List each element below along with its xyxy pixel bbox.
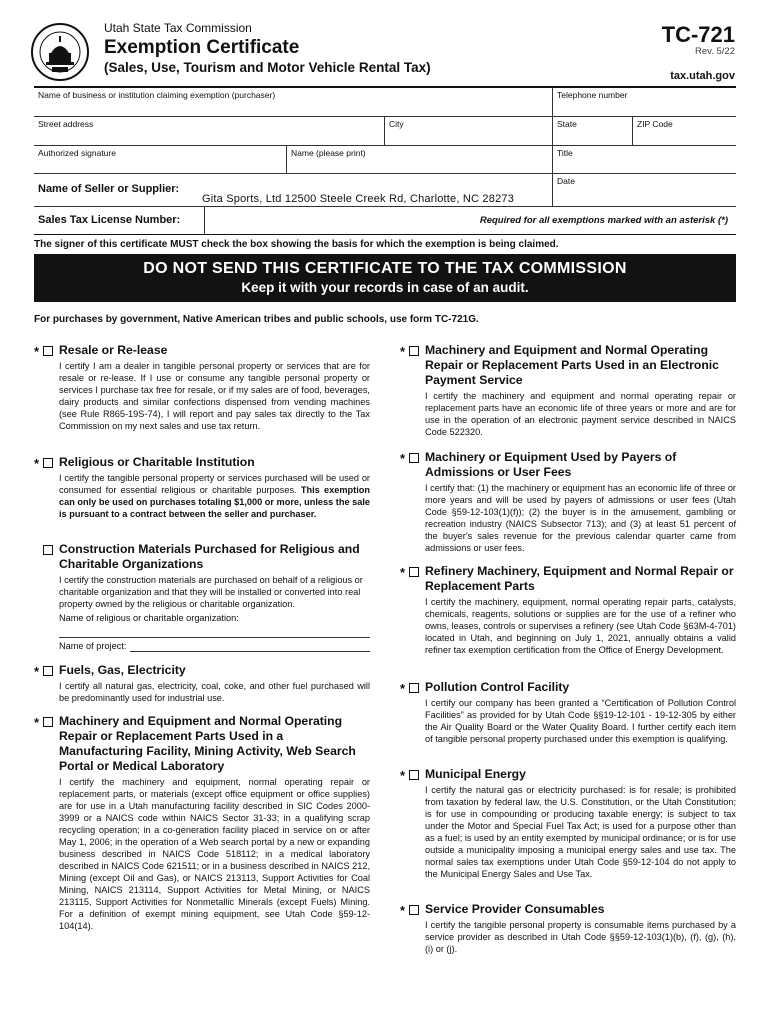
print-name-field[interactable] — [286, 146, 552, 173]
admissions-body: I certify that: (1) the machinery or equipment has an economic life of three or more years and will be used by payers of admissions or user fees (Utah Code §59-12-103(1)(f)); (2) the buyer is in the amusement, gambling or recreation industry (NAICS Subsector 713); and (3) at least 51 percent of the buyer's sales revenue for the previous calendar quarter came from admissions or user fees. — [425, 483, 736, 553]
refinery-title: Refinery Machinery, Equipment and Normal Repair or Replacement Parts — [425, 564, 734, 593]
pollution-body: I certify our company has been granted a “Certification of Pollution Control Facilities” as provided for by Utah Code §§19-12-101 - 19-12-305 by either the Air Quality Board or the Water Quality Board. I further certify each item of tangible personal property purchased under this exemption is qualifying. — [425, 698, 736, 744]
section-refinery: * Refinery Machinery, Equipment and Normal Repair or Replacement Parts I certify the machinery, equipment, normal operating repair parts, catalysts, chemicals, reagents, solutions or supplies are for the use of a refiner who owns, leases, controls or supervises a refinery (see Utah Code §63M-4-701) located in Utah, and beginning on July 1, 2021, annually obtains a valid refiner tax exemption certification from the Office of Energy Development. — [400, 564, 736, 655]
fuels-title: Fuels, Gas, Electricity — [59, 663, 186, 677]
pollution-checkbox[interactable] — [409, 683, 419, 693]
section-pollution: * Pollution Control Facility I certify our company has been granted a “Certification of Pollution Control Facilities” as provided for by Utah Code §§19-12-101 - 19-12-305 by either the Air Quality Board or the Water Quality Board. I further certify each item of tangible personal property purchased under this exemption is qualifying. — [400, 680, 736, 744]
date-label: Date — [557, 176, 575, 186]
title-field[interactable] — [552, 146, 736, 173]
religious-title: Religious or Charitable Institution — [59, 455, 255, 469]
refinery-body: I certify the machinery, equipment, normal operating repair parts, catalysts, chemicals, reagents, solutions or supplies are for the use of a refiner who owns, leases, controls or supervises a refinery (see Utah Code §63M-4-701) located in Utah, and beginning on July 1, 2021, annually obtains a valid refiner tax exemption certification from the Office of Energy Development. — [425, 597, 736, 655]
revision-date: Rev. 5/22 — [695, 46, 735, 57]
project-name-label: Name of project: — [59, 641, 127, 651]
section-municipal: * Municipal Energy I certify the natural gas or electricity purchased: is for resale; is prohibited from taxation by federal law, the U.S. Constitution, or the Utah Constitution; is for use in compounding or producing taxable energy; is subject to tax under the Motor and Special Fuel Tax Act; is used for a purpose other than as a fuel; is used by an entity exempted by municipal ordinance; or is for use outside a municipality imposing a municipal energy sales and use tax. The normal sales tax exemptions under Utah Code §59-12-104 do not apply to the Municipal Energy Sales and Use Tax. — [400, 767, 737, 879]
date-field[interactable] — [552, 174, 736, 206]
organization-name-label: Name of religious or charitable organization: — [59, 613, 239, 623]
signer-instruction: The signer of this certificate MUST check the box showing the basis for which the exemption is being claimed. — [34, 239, 559, 250]
manufacturing-checkbox[interactable] — [43, 717, 53, 727]
electronic-payment-checkbox[interactable] — [409, 346, 419, 356]
organization-name-input[interactable] — [59, 626, 370, 638]
section-resale: * Resale or Re-lease I certify I am a dealer in tangible personal property or services that are for resale or re-lease. If I use or consume any tangible personal property or services I purchase tax free for resale, or if my sales are of food, beverages, dairy products and similar confections dispensed from vending machines (see Rule R865-19S-74), I will report and pay sales tax directly to the Tax Commission on my next sales and use tax return. — [34, 343, 370, 431]
fuels-checkbox[interactable] — [43, 666, 53, 676]
section-electronic-payment: * Machinery and Equipment and Normal Operating Repair or Replacement Parts Used in an Electronic Payment Service I certify the machinery and equipment and normal operating repair or replacement parts have an economic life of three years or more and are for use in the operation of an electronic payment service described in NAICS Code 522320. — [400, 343, 736, 437]
resale-body: I certify I am a dealer in tangible personal property or services that are for resale or re-lease. If I use or consume any tangible personal property or services I purchase tax free for resale, or if my sales are of food, beverages, dairy products and similar confections dispensed from vending machines (see Rule R865-19S-74), I will report and pay sales tax directly to the Tax Commission on my next sales and use tax return. — [59, 361, 370, 431]
manufacturing-body: I certify the machinery and equipment, normal operating repair or replacement parts, or materials (except office equipment or office supplies) are for use in a Utah manufacturing facility described in SIC Codes 2000-3999 or a NAICS code within NAICS Sector 31-33; in a qualifying scrap recycling operation; in a co-generation facility placed in service on or after May 1, 2006; in the operation of a Web search portal by a new or expanding business described in NAICS Code 518112; in a medical laboratory described in NAICS Code 621511; or in a business described in NAICS 212, Mining (except Oil and Gas), or NAICS 213113, Support Activities for Coal Mining, NAICS 213114, Support Activities for Metal Mining, or NAICS 213115, Support Activities for Nonmetallic Minerals (except Fuels) Mining. For a definition of exempt mining equipment, see Utah Code §59-12-104(14). — [59, 777, 370, 931]
section-consumables: * Service Provider Consumables I certify the tangible personal property is consumable items purchased by a service provider as described in Utah Code §§59-12-103(1)(b), (f), (g), (h), (i) or (j). — [400, 902, 736, 954]
electronic-payment-body: I certify the machinery and equipment and normal operating repair or replacement parts have an economic life of three years or more and are for use in the operation of an electronic payment service described in NAICS Code 522320. — [425, 391, 736, 437]
religious-bold-note: This exemption can only be used on purchases totaling $1,000 or more, unless the sale is pursuant to a contract between the seller and purchaser. — [59, 485, 370, 519]
construction-body: I certify the construction materials are purchased on behalf of a religious or charitable organization and that they will be installed or converted into real property owned by the religious or charitable organization. — [59, 575, 363, 609]
document-title: Exemption Certificate — [104, 37, 300, 58]
print-name-label: Name (please print) — [291, 148, 366, 158]
section-fuels: * Fuels, Gas, Electricity I certify all natural gas, electricity, coal, coke, and other fuel purchased will be predominantly used for industrial use. — [34, 663, 370, 703]
form-number: TC-721 — [661, 22, 735, 47]
construction-checkbox[interactable] — [43, 545, 53, 555]
purchaser-info-grid — [34, 86, 736, 235]
agency-name: Utah State Tax Commission — [104, 21, 252, 35]
religious-checkbox[interactable] — [43, 458, 53, 468]
admissions-checkbox[interactable] — [409, 453, 419, 463]
sales-tax-license-field[interactable] — [204, 207, 213, 234]
street-address-label: Street address — [38, 119, 94, 129]
telephone-field[interactable] — [552, 88, 736, 116]
municipal-checkbox[interactable] — [409, 770, 419, 780]
admissions-title: Machinery or Equipment Used by Payers of Admissions or User Fees — [425, 450, 677, 479]
telephone-label: Telephone number — [557, 90, 628, 100]
asterisk-requirement-note: Required for all exemptions marked with an asterisk (*) — [479, 215, 728, 226]
government-purchases-note: For purchases by government, Native American tribes and public schools, use form TC-721G. — [34, 314, 479, 325]
seller-label: Name of Seller or Supplier: — [38, 183, 180, 195]
sales-tax-license-label: Sales Tax License Number: — [38, 214, 181, 226]
zip-code-label: ZIP Code — [637, 119, 673, 129]
seller-value[interactable]: Gita Sports, Ltd 12500 Steele Creek Rd, Charlotte, NC 28273 — [202, 193, 515, 205]
municipal-title: Municipal Energy — [425, 767, 526, 781]
consumables-checkbox[interactable] — [409, 905, 419, 915]
state-field[interactable] — [552, 117, 632, 145]
resale-checkbox[interactable] — [43, 346, 53, 356]
banner-heading: DO NOT SEND THIS CERTIFICATE TO THE TAX COMMISSION — [143, 260, 627, 277]
banner-subheading: Keep it with your records in case of an audit. — [241, 280, 529, 295]
pollution-title: Pollution Control Facility — [425, 680, 570, 694]
city-label: City — [389, 119, 404, 129]
religious-body: I certify the tangible personal property or services purchased will be used or consumed for essential religious or charitable purposes. — [59, 473, 370, 495]
state-label: State — [557, 119, 577, 129]
construction-title: Construction Materials Purchased for Religious and Charitable Organizations — [59, 542, 360, 571]
section-construction — [34, 542, 370, 652]
authorized-signature-field[interactable] — [34, 146, 286, 173]
authorized-signature-label: Authorized signature — [38, 148, 116, 158]
consumables-body: I certify the tangible personal property is consumable items purchased by a service provider as described in Utah Code §§59-12-103(1)(b), (f), (g), (h), (i) or (j). — [425, 920, 736, 954]
section-manufacturing: * Machinery and Equipment and Normal Operating Repair or Replacement Parts Used in a Manufacturing Facility, Mining Activity, Web Search Portal or Medical Laboratory I certify the machinery and equipment, normal operating repair or replacement parts, or materials (except office equipment or office supplies) are for use in a Utah manufacturing facility described in SIC Codes 2000-3999 or a NAICS code within NAICS Sector 31-33; in a qualifying scrap recycling operation; in a co-generation facility placed in service on or after May 1, 2006; in the operation of a Web search portal by a new or expanding business described in NAICS Code 518112; in a medical laboratory described in NAICS Code 621511; or in a business described in NAICS 212, Mining (except Oil and Gas), or NAICS 213113, Support Activities for Coal Mining, NAICS 213114, Support Activities for Metal Mining, or NAICS 213115, Support Activities for Nonmetallic Minerals (except Fuels) Mining. For a definition of exempt mining equipment, see Utah Code §59-12-104(14). — [34, 714, 370, 931]
municipal-body: I certify the natural gas or electricity purchased: is for resale; is prohibited from taxation by federal law, the U.S. Constitution, or the Utah Constitution; is for use in compounding or producing taxable energy; is subject to tax under the Motor and Special Fuel Tax Act; is used for a purpose other than as a fuel; is used by an entity exempted by municipal ordinance; or is for use outside a municipality imposing a municipal energy sales and use tax. The normal sales tax exemptions under Utah Code §59-12-104 do not apply to the Municipal Energy Sales and Use Tax. — [425, 785, 737, 879]
street-address-field[interactable] — [34, 117, 384, 145]
electronic-payment-title: Machinery and Equipment and Normal Operating Repair or Replacement Parts Used in an Electronic Payment Service — [425, 343, 719, 387]
manufacturing-title: Machinery and Equipment and Normal Operating Repair or Replacement Parts Used in a Manufacturing Facility, Mining Activity, Web Search Portal or Medical Laboratory — [59, 714, 356, 773]
resale-title: Resale or Re-lease — [59, 343, 168, 357]
business-name-label: Name of business or institution claiming exemption (purchaser) — [38, 90, 276, 100]
fuels-body: I certify all natural gas, electricity, coal, coke, and other fuel purchased will be predominantly used for industrial use. — [59, 681, 370, 703]
state-seal-icon — [30, 22, 90, 82]
do-not-send-banner — [34, 254, 736, 302]
section-religious: * Religious or Charitable Institution I certify the tangible personal property or services purchased will be used or consumed for essential religious or charitable purposes. This exemption can only be used on purchases totaling $1,000 or more, unless the sale is pursuant to a contract between the seller and purchaser. — [34, 455, 370, 519]
refinery-checkbox[interactable] — [409, 567, 419, 577]
business-name-field[interactable] — [34, 88, 552, 116]
city-field[interactable] — [384, 117, 552, 145]
section-admissions: * Machinery or Equipment Used by Payers of Admissions or User Fees I certify that: (1) the machinery or equipment has an economic life of three or more years and will be used by payers of admissions or user fees (Utah Code §59-12-103(1)(f)); (2) the buyer is in the amusement, gambling or recreation industry (NAICS Subsector 713); and (3) at least 51 percent of the buyer's sales revenue for the previous calendar quarter came from admissions or user fees. — [400, 450, 736, 553]
title-label: Title — [557, 148, 573, 158]
document-subtitle: (Sales, Use, Tourism and Motor Vehicle Rental Tax) — [104, 60, 431, 75]
website-link[interactable]: tax.utah.gov — [670, 70, 735, 82]
zip-code-field[interactable] — [632, 117, 736, 145]
consumables-title: Service Provider Consumables — [425, 902, 605, 916]
project-name-input[interactable] — [130, 641, 370, 652]
